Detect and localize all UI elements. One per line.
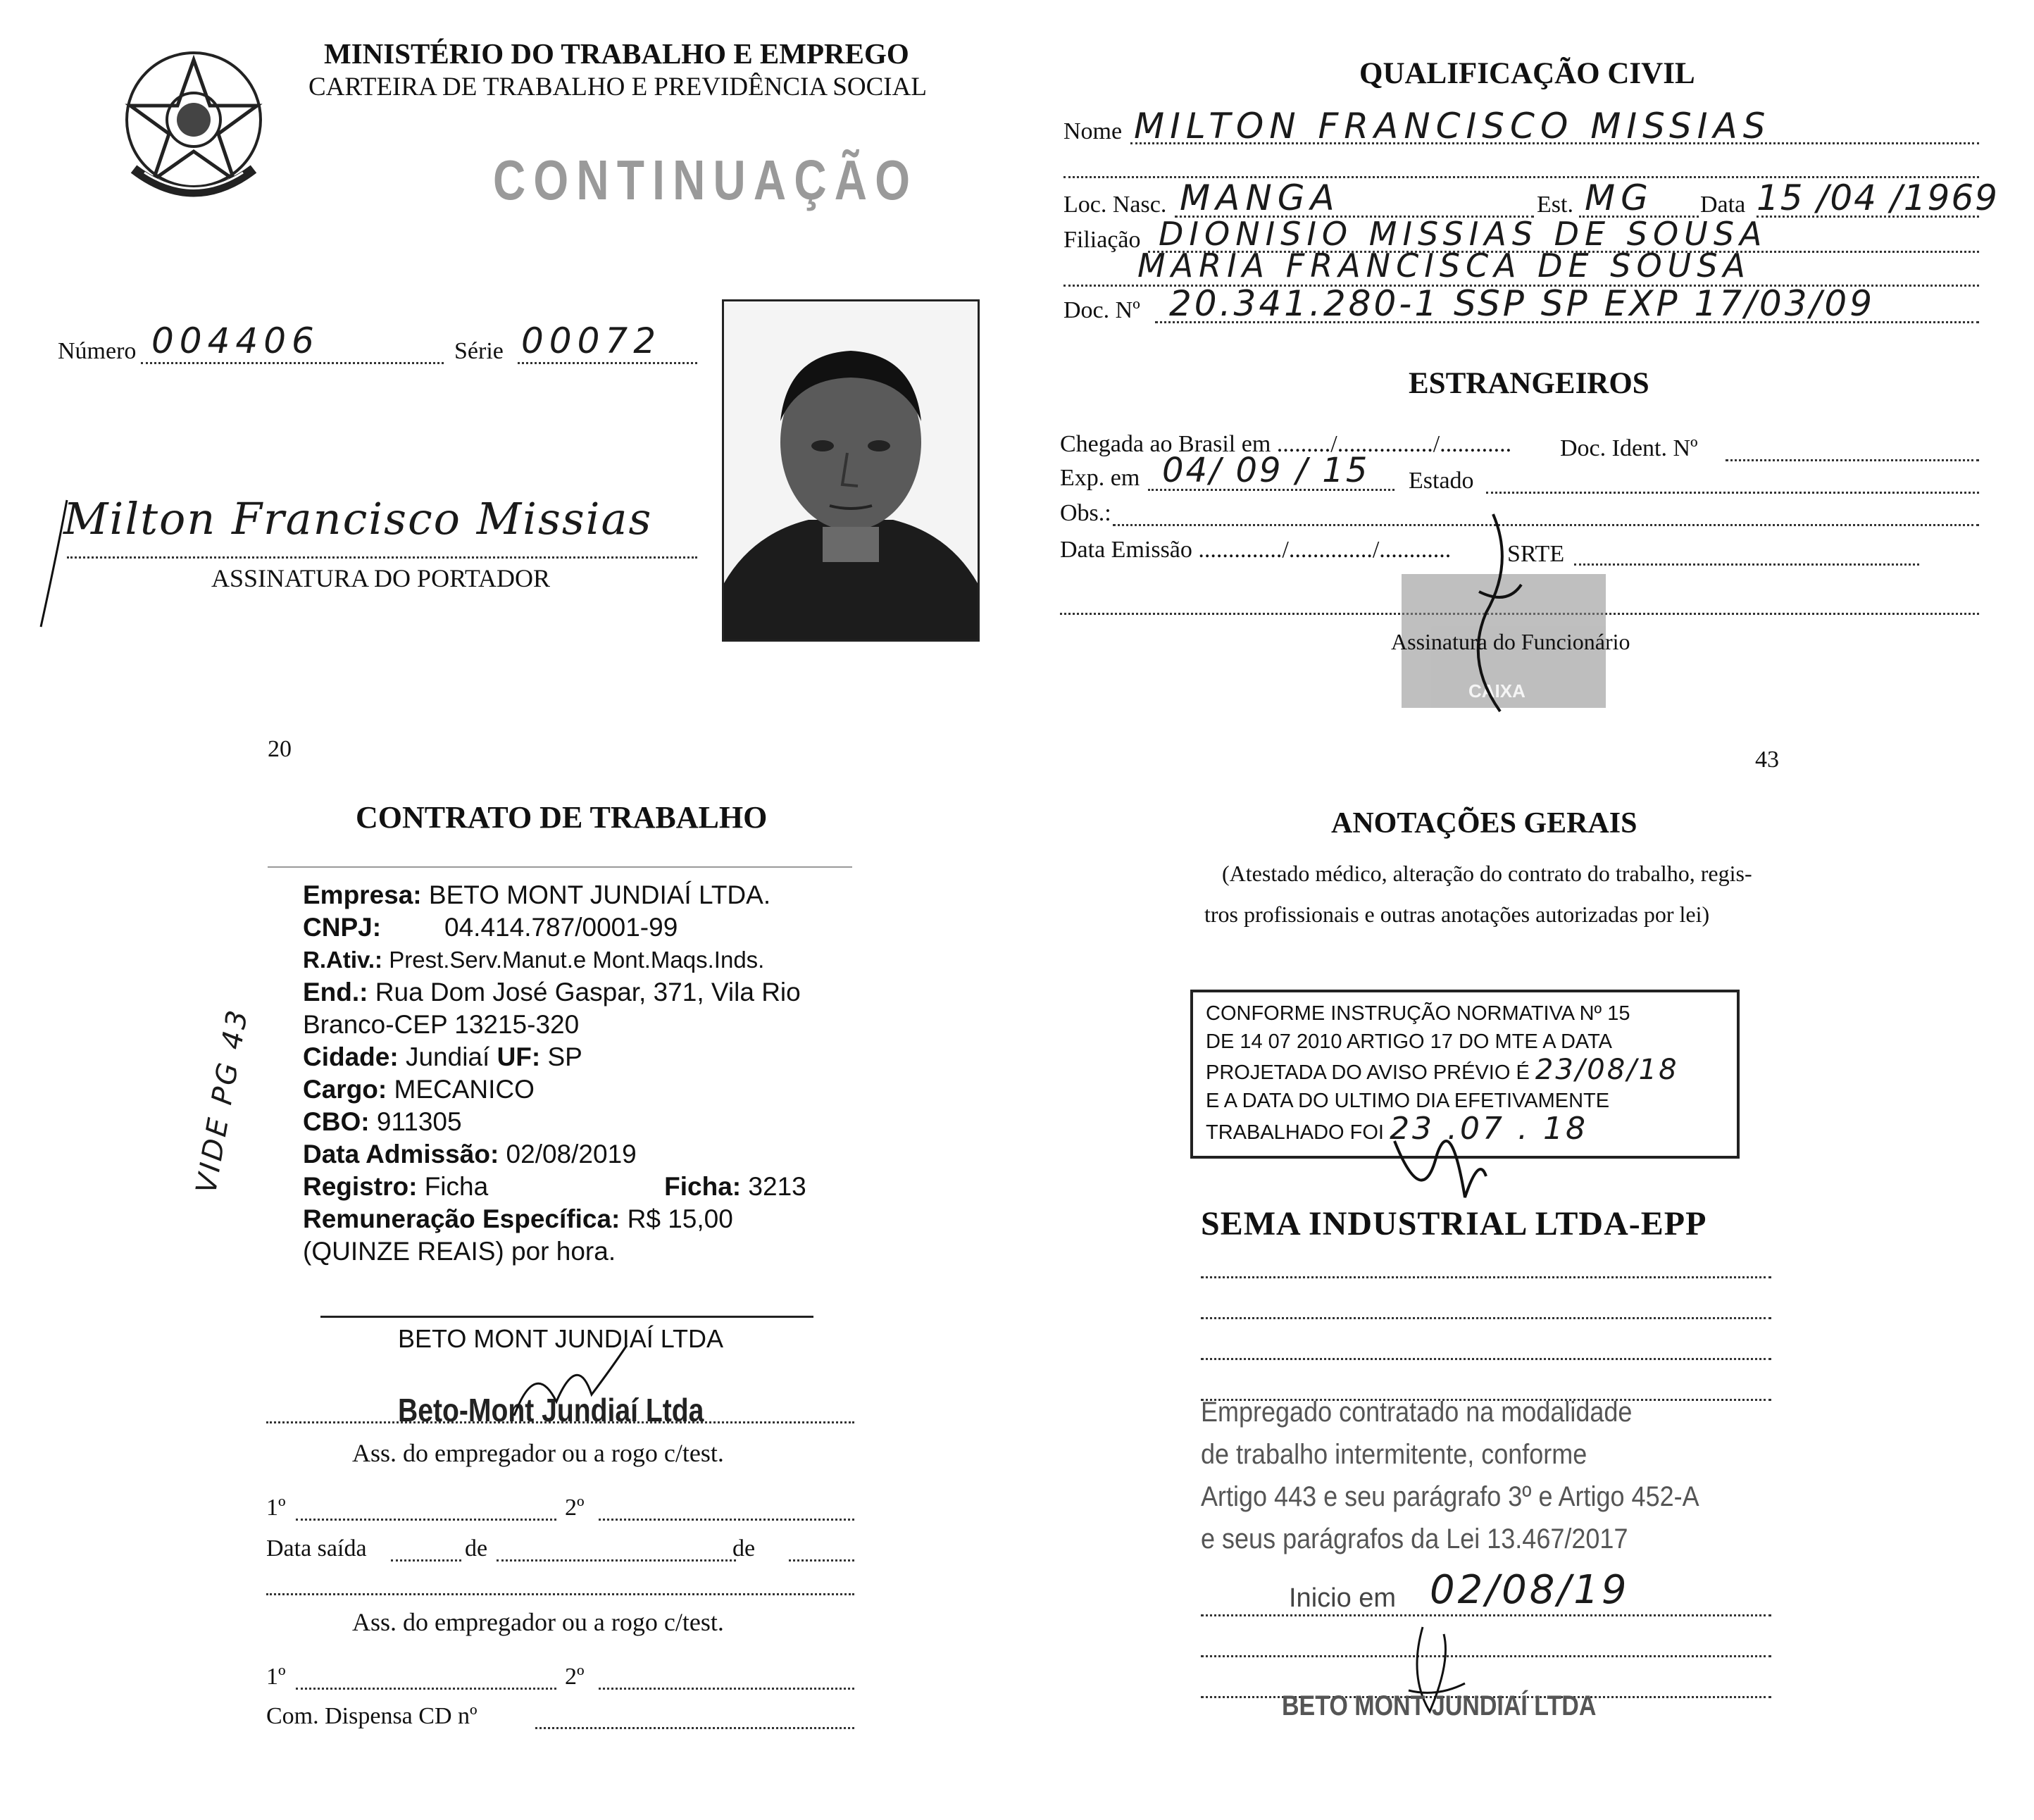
contract-title: CONTRATO DE TRABALHO — [356, 800, 768, 835]
empresa-value: BETO MONT JUNDIAÍ LTDA. — [428, 880, 771, 909]
remun-value-2: (QUINZE REAIS) por hora. — [303, 1237, 616, 1266]
witness-2-label: 2º — [565, 1495, 585, 1521]
notes-subtitle-2: tros profissionais e outras anotações autorizadas por lei) — [1204, 902, 1710, 927]
notice-date-2: 23 .07 . 18 — [1390, 1111, 1588, 1147]
exp-label: Exp. em — [1060, 465, 1140, 491]
notice-date-1: 23/08/18 — [1535, 1054, 1679, 1086]
doc-value: 20.341.280-1 SSP SP EXP 17/03/09 — [1169, 283, 1875, 324]
cbo-value: 911305 — [376, 1107, 462, 1136]
contract-stamp-block: Empresa: BETO MONT JUNDIAÍ LTDA. CNPJ: 04.414.787/0001-99 R.Ativ.: Prest.Serv.Manut.e Mont.Maqs.Inds. End.: Rua Dom José Gaspar, 371, Vila Rio Branco-CEP 13215-320 Cidade: Jundiaí UF: SP Cargo: MECANICO CBO: 911305 Data Admissão: 02/08/2019 Registro: Ficha Ficha: 3213 Remuneração Específica: R$ 15,00 (QUINZE REAIS) por hora. — [303, 879, 806, 1268]
holder-photo — [722, 299, 980, 642]
nome-label: Nome — [1063, 118, 1123, 144]
filiacao-mother: MARIA FRANCISCA DE SOUSA — [1137, 247, 1752, 285]
inicio-value: 02/08/19 — [1430, 1567, 1630, 1613]
data-saida-label: Data saída — [266, 1535, 367, 1562]
doc-ident-label: Doc. Ident. Nº — [1560, 435, 1698, 461]
de-label-1: de — [465, 1535, 488, 1562]
remun-value: R$ 15,00 — [627, 1204, 733, 1233]
notice-stamp-box: CONFORME INSTRUÇÃO NORMATIVA Nº 15 DE 14 07 2010 ARTIGO 17 DO MTE A DATA PROJETADA DO AVISO PRÉVIO É 23/08/18 E A DATA DO ULTIMO DIA EFETIVAMENTE TRABALHADO FOI 23 .07 . 18 — [1190, 990, 1740, 1159]
end-value-2: Branco-CEP 13215-320 — [303, 1010, 580, 1039]
officer-signature — [1451, 507, 1535, 718]
doc-label: Doc. Nº — [1063, 297, 1140, 323]
nome-value: MILTON FRANCISCO MISSIAS — [1134, 106, 1771, 147]
cidade-value: Jundiaí — [405, 1042, 490, 1071]
coat-of-arms-seal — [106, 39, 282, 215]
assinatura-funcionario-label: Assinatura do Funcionário — [1391, 629, 1630, 654]
notice-signature — [1380, 1113, 1493, 1218]
uf-value: SP — [547, 1042, 582, 1071]
employer-signature — [507, 1338, 634, 1430]
srte-label: SRTE — [1507, 541, 1565, 567]
exp-value: 04/ 09 / 15 — [1162, 451, 1370, 490]
end-value: Rua Dom José Gaspar, 371, Vila Rio — [375, 978, 801, 1006]
birth-date-value: 15 /04 /1969 — [1757, 177, 1999, 218]
witness-4-label: 2º — [565, 1664, 585, 1690]
serie-value: 00072 — [521, 320, 662, 361]
serie-label: Série — [454, 338, 504, 364]
ass-empregador-1: Ass. do empregador ou a rogo c/test. — [352, 1439, 724, 1467]
filiacao-label: Filiação — [1063, 227, 1141, 253]
notes-subtitle-1: (Atestado médico, alteração do contrato do trabalho, regis- — [1222, 861, 1752, 886]
loc-nasc-value: MANGA — [1180, 177, 1340, 218]
company-signature-name: BETO MONT JUNDIAÍ LTDA — [398, 1324, 724, 1353]
com-dispensa-label: Com. Dispensa CD nº — [266, 1703, 478, 1729]
company-stamp-right: BETO MONT JUNDIAÍ LTDA — [1282, 1690, 1597, 1721]
estado-label: Estado — [1409, 468, 1474, 494]
card-title: CARTEIRA DE TRABALHO E PREVIDÊNCIA SOCIAL — [308, 73, 927, 101]
margin-note: VIDE PG 43 — [190, 1005, 255, 1196]
civil-title: QUALIFICAÇÃO CIVIL — [1359, 57, 1695, 90]
ativ-value: Prest.Serv.Manut.e Mont.Maqs.Inds. — [389, 947, 765, 973]
obs-label: Obs.: — [1060, 500, 1111, 526]
loc-nasc-label: Loc. Nasc. — [1063, 192, 1167, 218]
data-label: Data — [1700, 192, 1746, 218]
de-label-2: de — [732, 1535, 756, 1562]
notes-title: ANOTAÇÕES GERAIS — [1331, 807, 1637, 840]
ass-empregador-2: Ass. do empregador ou a rogo c/test. — [352, 1608, 724, 1636]
ministry-title: MINISTÉRIO DO TRABALHO E EMPREGO — [324, 37, 909, 70]
est-value: MG — [1585, 177, 1654, 218]
numero-label: Número — [58, 338, 137, 364]
continuation-stamp: CONTINUAÇÃO — [493, 149, 918, 211]
previous-employer-stamp: SEMA INDUSTRIAL LTDA-EPP — [1201, 1205, 1707, 1242]
ficha-value: 3213 — [748, 1172, 806, 1201]
cargo-value: MECANICO — [394, 1075, 535, 1104]
registro-value: Ficha — [424, 1172, 489, 1201]
est-label: Est. — [1537, 192, 1573, 218]
estrangeiros-title: ESTRANGEIROS — [1409, 367, 1649, 400]
witness-3-label: 1º — [266, 1664, 286, 1690]
signature-label: ASSINATURA DO PORTADOR — [211, 564, 551, 592]
intermittent-note: Empregado contratado na modalidade de trabalho intermitente, conforme Artigo 443 e seu parágrafo 3º e Artigo 452-A e seus parágrafos da Lei 13.467/2017 — [1201, 1397, 1699, 1554]
inicio-label: Inicio em — [1289, 1583, 1397, 1613]
witness-1-label: 1º — [266, 1495, 286, 1521]
admissao-value: 02/08/2019 — [506, 1140, 637, 1168]
page-number-left: 20 — [268, 736, 292, 762]
chegada-label: Chegada ao Brasil em ........./................/............ — [1060, 431, 1512, 457]
official-stamp: CAIXA — [1402, 574, 1606, 708]
cnpj-value: 04.414.787/0001-99 — [444, 913, 678, 942]
numero-value: 004406 — [151, 320, 320, 361]
company-stamp-left: Beto-Mont Jundiaí Ltda — [398, 1392, 704, 1428]
page-number-right: 43 — [1755, 747, 1779, 773]
holder-signature: Milton Francisco Missias — [63, 493, 653, 544]
filiacao-father: DIONISIO MISSIAS DE SOUSA — [1159, 215, 1768, 253]
data-emissao-label: Data Emissão ............../............../............ — [1060, 537, 1452, 563]
